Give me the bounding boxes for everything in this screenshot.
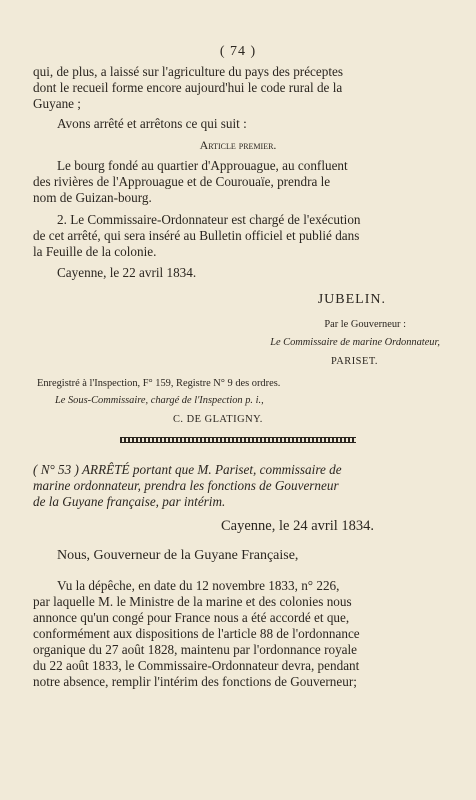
article-1 [33, 158, 443, 206]
vu-paragraph [33, 578, 443, 690]
nous-line: Nous, Gouverneur de la Guyane Française, [57, 548, 299, 563]
heading-line: ( N° 53 ) ARRÊTÉ portant que M. Pariset, commissaire de [33, 462, 342, 477]
arrete-line: Avons arrêté et arrêtons ce qui suit : [57, 116, 247, 131]
page-number: ( 74 ) [219, 44, 257, 59]
arrete-53-heading [33, 462, 443, 510]
heading-line: marine ordonnateur, prendra les fonctions de Gouverneur [33, 478, 339, 493]
sous-commissaire-name: C. DE GLATIGNY. [173, 414, 263, 425]
text-line: notre absence, remplir l'intérim des fonctions de Gouverneur; [33, 674, 357, 689]
text-line: Vu la dépêche, en date du 12 novembre 1833, n° 226, [57, 578, 340, 593]
article-2 [33, 212, 443, 260]
date-line-2: Cayenne, le 24 avril 1834. [221, 518, 375, 534]
text-line: 2. Le Commissaire-Ordonnateur est chargé de l'exécution [57, 212, 361, 227]
text-line: nom de Guizan-bourg. [33, 190, 152, 205]
date-line: Cayenne, le 22 avril 1834. [57, 265, 197, 280]
text-line: conformément aux dispositions de l'article 88 de l'ordonnance [33, 626, 360, 641]
text-line: organique du 27 août 1828, maintenu par l'ordonnance royale [33, 642, 358, 657]
commissaire-name: PARISET. [330, 356, 378, 367]
text-line: annonce qu'un congé pour France nous a été accordé et que, [33, 610, 350, 625]
sous-commissaire-line: Le Sous-Commissaire, chargé de l'Inspection p. i., [55, 395, 264, 406]
article-title: Article premier. [199, 138, 277, 152]
text-line: Le bourg fondé au quartier d'Approuague, au confluent [57, 158, 348, 173]
text-line: dont le recueil forme encore aujourd'hui le code rural de la [33, 80, 343, 95]
section-divider [120, 437, 356, 443]
text-line: la Feuille de la colonie. [33, 244, 157, 259]
text-line: de cet arrêté, qui sera inséré au Bulletin officiel et publié dans [33, 228, 360, 243]
commissaire-title: Le Commissaire de marine Ordonnateur, [270, 337, 440, 348]
text-line: des rivières de l'Approuague et de Courouaïe, prendra le [33, 174, 331, 189]
text-line: qui, de plus, a laissé sur l'agriculture du pays des préceptes [33, 64, 343, 79]
heading-line: de la Guyane française, par intérim. [33, 494, 226, 509]
text-line: du 22 août 1833, le Commissaire-Ordonnateur devra, pendant [33, 658, 360, 673]
signer-name: JUBELIN. [317, 292, 386, 307]
text-line: par laquelle M. le Ministre de la marine et des colonies nous [33, 594, 352, 609]
text-line: Guyane ; [33, 96, 81, 111]
enregistre-line: Enregistré à l'Inspection, F° 159, Registre N° 9 des ordres. [37, 378, 281, 389]
continuation-paragraph [33, 64, 443, 112]
par-gouverneur: Par le Gouverneur : [324, 319, 406, 330]
